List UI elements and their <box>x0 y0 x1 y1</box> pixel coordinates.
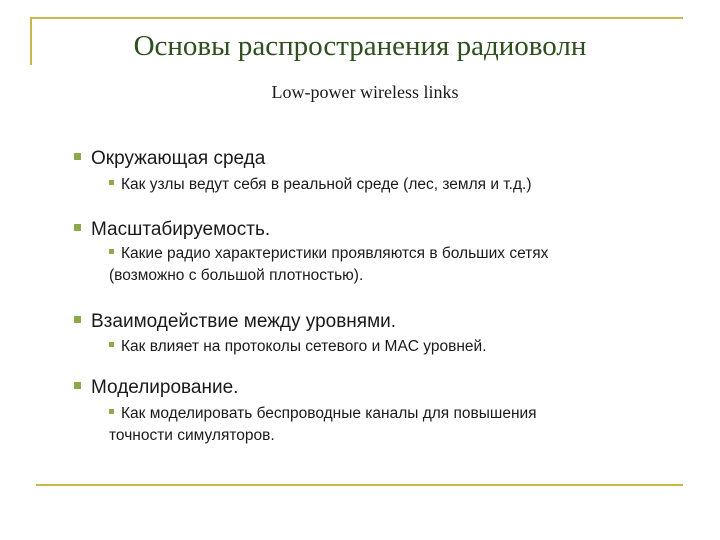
slide-subtitle: Low-power wireless links <box>271 82 459 102</box>
square-bullet-icon <box>74 316 81 323</box>
square-bullet-icon <box>109 409 114 414</box>
bullet-environment <box>74 148 265 170</box>
square-bullet-icon <box>74 382 81 389</box>
square-bullet-icon <box>74 224 81 231</box>
sub-bullet-environment <box>109 174 531 196</box>
sub-bullet-text-continued: (возможно с большой плотностью). <box>109 267 364 284</box>
bullet-layer-interaction <box>74 311 396 333</box>
bullet-modeling <box>74 377 238 399</box>
bullet-label: Взаимодействие между уровнями. <box>91 311 397 332</box>
square-bullet-icon <box>109 180 114 185</box>
bullet-label: Масштабируемость. <box>91 219 271 240</box>
sub-bullet-modeling <box>109 403 537 447</box>
sub-bullet-text: Как влияет на протоколы сетевого и MAC уровней. <box>121 338 487 355</box>
bullet-label: Окружающая среда <box>91 148 266 169</box>
square-bullet-icon <box>74 153 81 160</box>
sub-bullet-text: Как моделировать беспроводные каналы для повышения <box>121 405 537 422</box>
bullet-scalability <box>74 219 270 241</box>
sub-bullet-layer-interaction <box>109 336 487 358</box>
slide-title: Основы распространения радиоволн <box>133 30 587 62</box>
square-bullet-icon <box>109 342 114 347</box>
sub-bullet-scalability <box>109 243 548 287</box>
frame-top-line <box>30 17 683 19</box>
frame-bottom-line <box>36 484 683 486</box>
sub-bullet-text: Какие радио характеристики проявляются в больших сетях <box>121 245 549 262</box>
sub-bullet-text: Как узлы ведут себя в реальной среде (лес, земля и т.д.) <box>121 176 532 193</box>
bullet-label: Моделирование. <box>91 377 239 398</box>
sub-bullet-text-continued: точности симуляторов. <box>109 427 275 444</box>
square-bullet-icon <box>109 249 114 254</box>
